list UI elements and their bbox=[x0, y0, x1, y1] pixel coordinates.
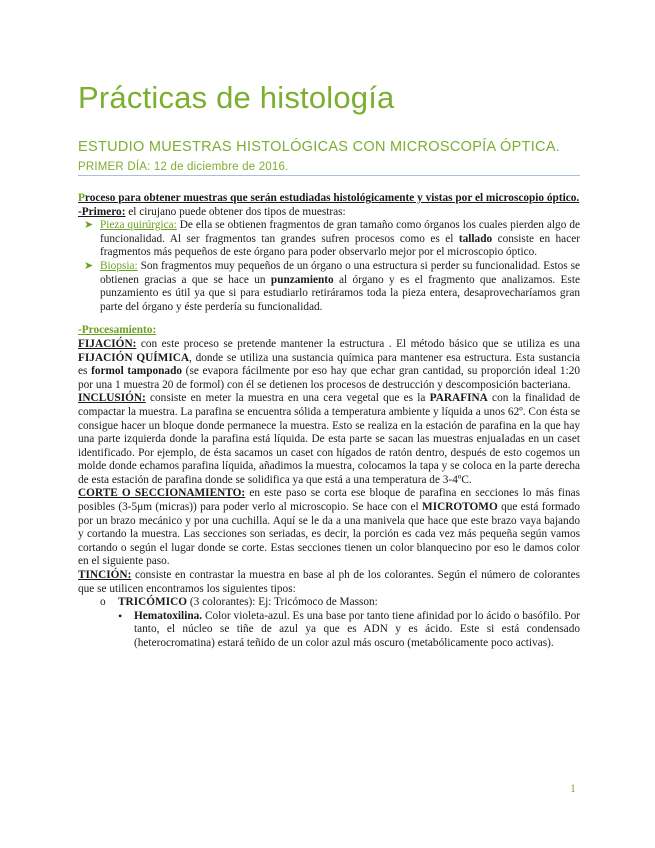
bold-term: PARAFINA bbox=[429, 392, 488, 405]
bold-term: formol tamponado bbox=[91, 365, 183, 378]
document-body bbox=[78, 192, 580, 651]
page-title: Prácticas de histología bbox=[78, 80, 395, 115]
list-item bbox=[78, 260, 580, 314]
tincion-label: TINCIÓN: bbox=[78, 569, 132, 582]
tricomico-item bbox=[78, 596, 580, 610]
hematoxilina-item bbox=[78, 610, 580, 651]
heading-initial: P bbox=[78, 192, 85, 204]
pieza-quirurgica-link[interactable]: Pieza quirúrgica: bbox=[100, 219, 177, 232]
sample-types-list bbox=[78, 219, 580, 314]
bullet-bold: tallado bbox=[458, 232, 493, 245]
inclusion-paragraph bbox=[78, 392, 580, 487]
bold-term: Hematoxilina. bbox=[134, 609, 203, 622]
paragraph-text: Color violeta-azul. Es una base por tanto tiene afinidad por lo ácido o basófilo. Por tanto, el núcleo se tiñe de azul ya que es ADN y es ácido. Este si está condensado (heterocromatina) estará teñido de un color azul más oscuro (metabólicamente poco activas). bbox=[134, 609, 580, 649]
primero-text: el cirujano puede obtener dos tipos de muestras: bbox=[125, 205, 346, 218]
inclusion-label: INCLUSIÓN: bbox=[78, 392, 146, 405]
paragraph-text: , donde se utiliza una sustancia química para mantener esa estructura. Esta sustancia es bbox=[78, 351, 580, 378]
paragraph-text: (se evapora fácilmente por eso hay que echar gran cantidad, su proporción ideal 1:20 por una 1 muestra 20 de formol) con él se detienen los procesos de destrucción y descomposición bacteriana. bbox=[78, 365, 581, 391]
paragraph-text: que está formado por un brazo mecánico y por una cuchilla. Aquí se le da a una manivela que hace que este brazo vaya bajando y cortando la muestra. Las secciones son seriadas, es decir, la porción es cada vez más pequeña según vamos cortando o según el lugar donde se corte. Estas secciones tienen un color blanquecino por eso le damos color en el siguiente paso. bbox=[78, 501, 580, 568]
arrow-bullet-icon: ➤ bbox=[84, 219, 94, 232]
paragraph-text: en este paso se corta ese bloque de parafina en secciones lo más finas posibles (3-5μm (micras)) para poder verlo al microscopio. Se hace con el bbox=[78, 487, 581, 514]
processing-heading bbox=[78, 324, 580, 338]
primero-paragraph bbox=[78, 206, 580, 220]
tincion-paragraph bbox=[78, 569, 580, 596]
paragraph-text: con la finalidad de compactar la muestra. La parafina se encuentra sólida a temperatura ambiente y líquida a unos 62º. Con ésta se consigue hacer un bloque donde permanece la muestra. Esto se realiza en la estación de parafina en la que hay una parte izquierda donde la parafina está líquida. De esta parte se sacan las muestras enjuaIadas en un caset identificado. Por ejemplo, de ésta sacamos un caset con hígados de ratón dentro, después de esto cogemos un molde donde echamos parafina líquida, añadimos la muestra, colocamos la tapa y se coloca en la parte derecha de esta estación de parafina donde se solidifica ya que está a una temperatura de 3-4ºC. bbox=[78, 392, 581, 486]
spacer bbox=[78, 314, 580, 324]
bold-term: TRICÓMICO bbox=[118, 596, 188, 609]
paragraph-text: con este proceso se pretende mantener la estructura . El método básico que se utiliza es una bbox=[136, 337, 580, 350]
bold-term: MICROTOMO bbox=[422, 501, 498, 514]
heading-text: roceso para obtener muestras que serán estudiadas histológicamente y vistas por el microscopio óptico. bbox=[84, 192, 580, 204]
bold-term: FIJACIÓN QUÍMICA bbox=[78, 351, 190, 364]
bullet-text: Son fragmentos muy pequeños de un órgano o una estructura si perder su funcionalidad. Estos se obtienen gracias a que se hace un bbox=[100, 259, 580, 286]
bullet-text: De ella se obtienen fragmentos de gran tamaño como órganos los cuales pierden algo de funcionalidad. Al ser fragmentos tan grandes sufren procesos como es el bbox=[100, 219, 580, 245]
section-heading bbox=[78, 192, 580, 206]
processing-heading-text: -Procesamiento: bbox=[78, 324, 157, 337]
list-item bbox=[78, 219, 580, 260]
primero-label: -Primero: bbox=[78, 205, 126, 218]
bullet-text: consiste en hacer fragmentos más pequeños de este órgano para poder observarlo mejor por el microscopio óptico. bbox=[100, 232, 580, 259]
dateline: PRIMER DÍA: 12 de diciembre de 2016. bbox=[78, 161, 580, 176]
paragraph-text: (3 colorantes): Ej: Tricómoco de Masson: bbox=[187, 596, 378, 609]
fijacion-label: FIJACIÓN: bbox=[78, 337, 137, 350]
bullet-text: al órgano y es el fragmento que analizamos. Este punzamiento es útil ya que si para estudiarlo retiráramos toda la pieza entera, desaprovecharíamos gran parte del órgano y éste perdería su funcionalidad. bbox=[100, 273, 580, 313]
subtitle: ESTUDIO MUESTRAS HISTOLÓGICAS CON MICROSCOPÍA ÓPTICA. bbox=[78, 139, 561, 155]
biopsia-link[interactable]: Biopsia: bbox=[100, 259, 138, 272]
circle-bullet-icon: o bbox=[100, 596, 106, 609]
paragraph-text: consiste en contrastar la muestra en base al ph de los colorantes. Según el número de colorantes que se utilicen encontramos los siguientes tipos: bbox=[78, 569, 580, 595]
page-number: 1 bbox=[570, 781, 576, 795]
paragraph-text: consiste en meter la muestra en una cera vegetal que es la bbox=[145, 392, 430, 405]
corte-label: CORTE O SECCIONAMIENTO: bbox=[78, 487, 246, 500]
corte-paragraph bbox=[78, 487, 580, 569]
dot-bullet-icon: • bbox=[118, 608, 123, 623]
bullet-bold: punzamiento bbox=[270, 273, 334, 286]
fijacion-paragraph bbox=[78, 338, 580, 392]
arrow-bullet-icon: ➤ bbox=[84, 259, 94, 272]
